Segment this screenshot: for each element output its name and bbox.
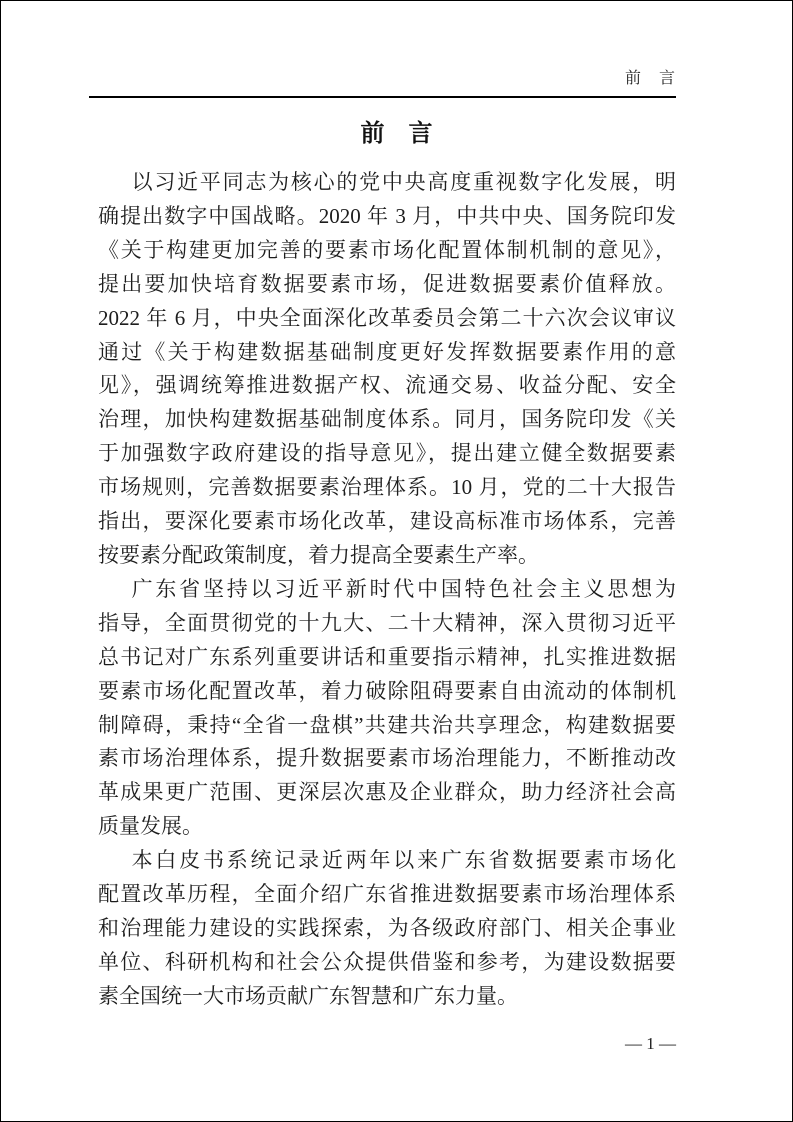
running-header-title: 前 言 (624, 70, 676, 87)
page-number: — 1 — (625, 1034, 676, 1053)
text-line: 素市场治理体系，提升数据要素市场治理能力，不断推动改 (98, 746, 676, 771)
text-line: 治理，加快构建数据基础制度体系。同月，国务院印发《关 (98, 407, 676, 432)
text-line: 确提出数字中国战略。2020 年 3 月，中共中央、国务院印发 (98, 203, 676, 228)
page-title: 前 言 (360, 120, 433, 147)
text-line: 按要素分配政策制度，着力提高全要素生产率。 (98, 542, 539, 567)
paragraph (98, 166, 676, 573)
text-line: 总书记对广东系列重要讲话和重要指示精神，扎实推进数据 (98, 644, 676, 669)
body-paragraphs (98, 166, 676, 1014)
text-line: 以习近平同志为核心的党中央高度重视数字化发展，明 (131, 170, 676, 194)
text-line: 2022 年 6 月，中央全面深化改革委员会第二十六次会议审议 (98, 305, 676, 330)
text-line: 本白皮书系统记录近两年以来广东省数据要素市场化 (131, 848, 676, 873)
text-line: 素全国统一大市场贡献广东智慧和广东力量。 (98, 983, 518, 1008)
text-line: 要素市场化配置改革，着力破除阻碍要素自由流动的体制机 (98, 678, 676, 703)
text-line: 单位、科研机构和社会公众提供借鉴和参考，为建设数据要 (98, 949, 676, 974)
text-line: 制障碍，秉持“全省一盘棋”共建共治共享理念，构建数据要 (98, 712, 676, 737)
paragraph (98, 844, 676, 1014)
text-line: 质量发展。 (98, 814, 203, 839)
text-line: 配置改革历程，全面介绍广东省推进数据要素市场治理体系 (98, 882, 676, 907)
text-line: 和治理能力建设的实践探索，为各级政府部门、相关企事业 (98, 915, 676, 940)
text-line: 于加强数字政府建设的指导意见》，提出建立健全数据要素 (98, 441, 676, 466)
text-line: 《关于构建更加完善的要素市场化配置体制机制的意见》， (98, 237, 676, 262)
text-line: 见》，强调统筹推进数据产权、流通交易、收益分配、安全 (98, 373, 676, 398)
paragraph (98, 573, 676, 844)
text-line: 提出要加快培育数据要素市场，促进数据要素价值释放。 (98, 271, 676, 296)
header-rule (89, 96, 676, 98)
text-line: 通过《关于构建数据基础制度更好发挥数据要素作用的意 (98, 339, 676, 364)
text-line: 革成果更广范围、更深层次惠及企业群众，助力经济社会高 (98, 780, 676, 805)
text-line: 广东省坚持以习近平新时代中国特色社会主义思想为 (131, 576, 676, 601)
text-line: 市场规则，完善数据要素治理体系。10 月，党的二十大报告 (98, 475, 676, 500)
text-line: 指导，全面贯彻党的十九大、二十大精神，深入贯彻习近平 (98, 610, 676, 635)
text-line: 指出，要深化要素市场化改革，建设高标准市场体系，完善 (98, 509, 676, 534)
